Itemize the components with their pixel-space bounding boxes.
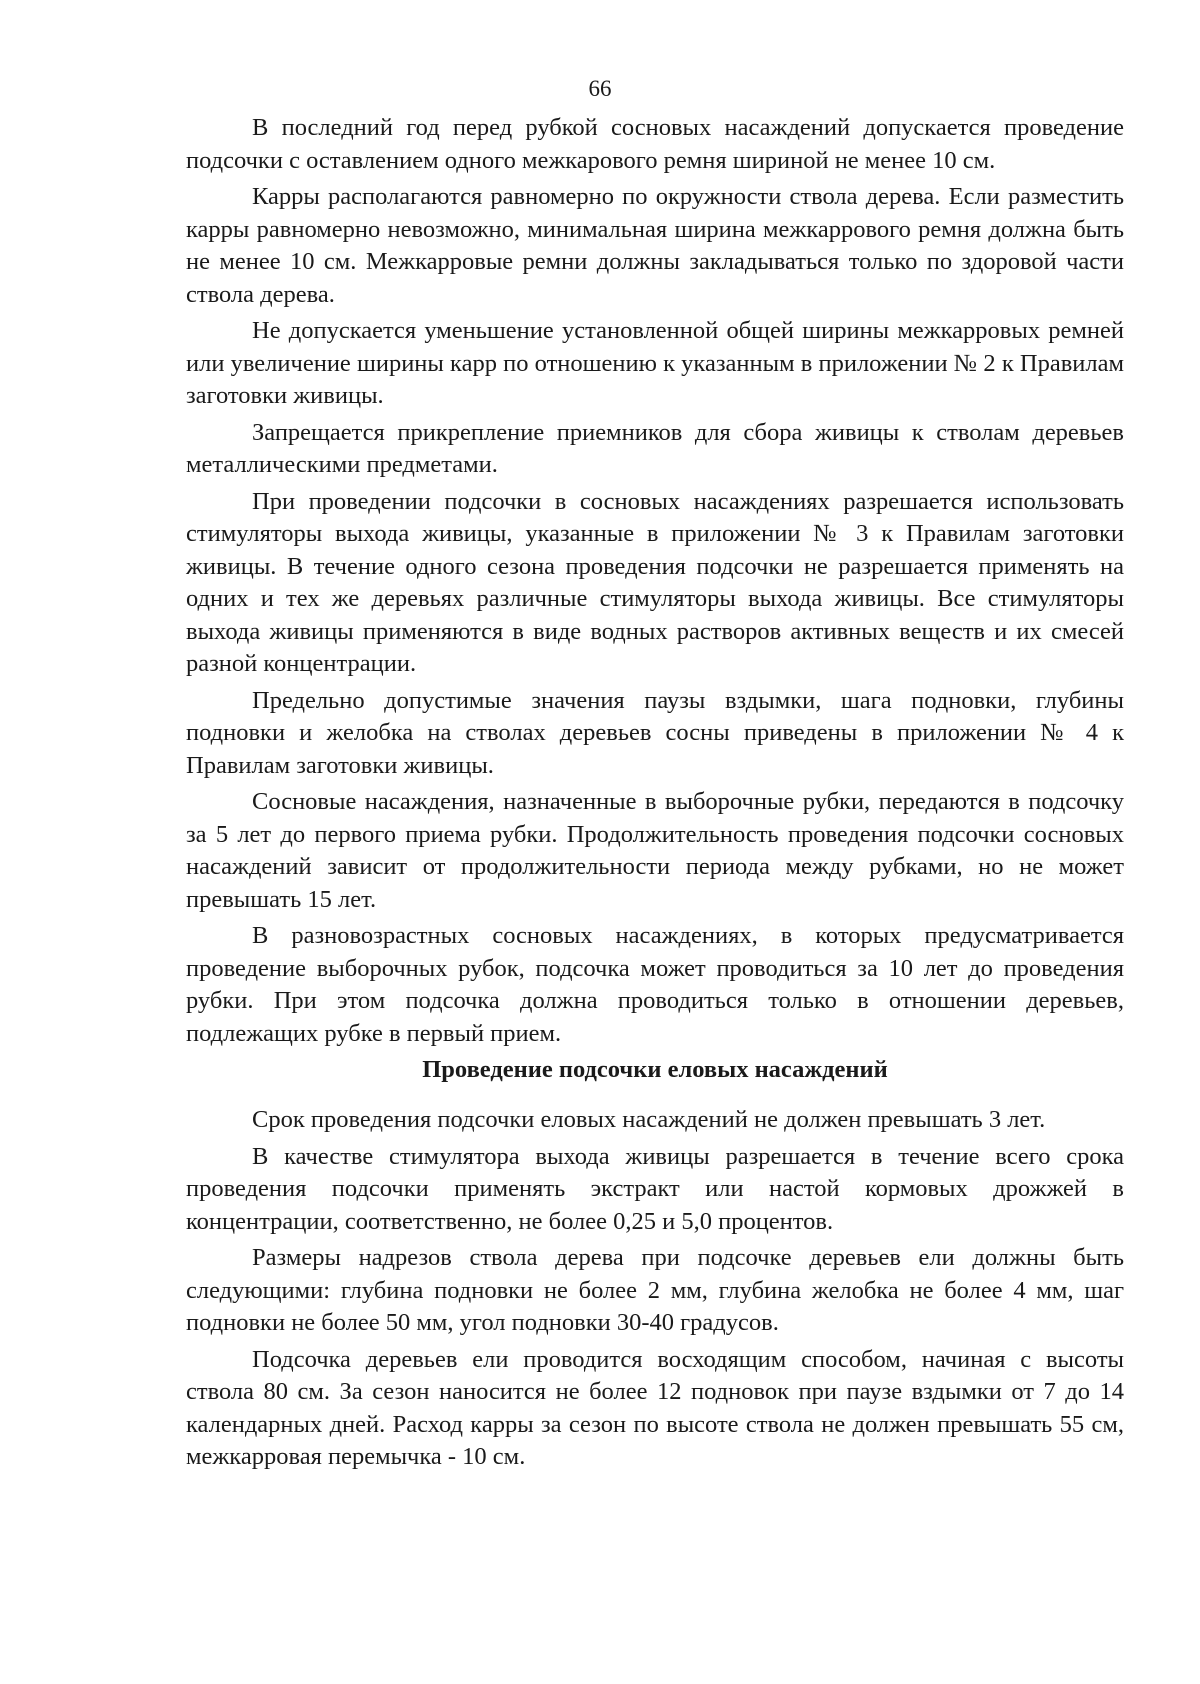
paragraph-receiver-attachment: Запрещается прикрепление приемников для сбора живицы к стволам деревьев металлическими предметами. [186,418,1124,478]
page-number: 66 [588,76,612,101]
paragraph-limit-values: Предельно допустимые значения паузы вздымки, шага подновки, глубины подновки и желобка на стволах деревьев сосны приведены в приложении № 4 к Правилам заготовки живицы. [186,686,1124,779]
paragraph-spruce-stimulator: В качестве стимулятора выхода живицы разрешается в течение всего срока проведения подсочки применять экстракт или настой кормовых дрожжей в концентрации, соответственно, не более 0,25 и 5,0 процентов. [186,1142,1124,1235]
document-body [186,112,1124,1478]
paragraph-selective-felling-transfer: Сосновые насаждения, назначенные в выборочные рубки, передаются в подсочку за 5 лет до первого приема рубки. Продолжительность проведения подсочки сосновых насаждений зависит от продолжительности периода между рубками, но не может превышать 15 лет. [186,788,1124,913]
paragraph-spruce-method: Подсочка деревьев ели проводится восходящим способом, начиная с высоты ствола 80 см. За сезон наносится не более 12 подновок при паузе вздымки от 7 до 14 календарных дней. Расход карры за сезон по высоте ствола не должен превышать 55 см, межкарровая перемычка - 10 см. [186,1345,1124,1470]
paragraph-uneven-aged-stands: В разновозрастных сосновых насаждениях, в которых предусматривается проведение выборочных рубок, подсочка может проводиться за 10 лет до проведения рубки. При этом подсочка должна проводиться только в отношении деревьев, подлежащих рубке в первый прием. [186,922,1124,1047]
paragraph-belt-width-restriction: Не допускается уменьшение установленной общей ширины межкарровых ремней или увеличение ширины карр по отношению к указанным в приложении № 2 к Правилам заготовки живицы. [186,317,1124,409]
paragraph-last-year-before-felling: В последний год перед рубкой сосновых насаждений допускается проведение подсочки с оставлением одного межкарового ремня шириной не менее 10 см. [186,114,1124,174]
paragraph-stimulators: При проведении подсочки в сосновых насаждениях разрешается использовать стимуляторы выхода живицы, указанные в приложении № 3 к Правилам заготовки живицы. В течение одного сезона проведения подсочки не разрешается применять на одних и тех же деревьях различные стимуляторы выхода живицы. Все стимуляторы выхода живицы применяются в виде водных растворов активных веществ и их смесей разной концентрации. [186,487,1124,677]
paragraph-spruce-term: Срок проведения подсочки еловых насаждений не должен превышать 3 лет. [252,1106,1046,1133]
paragraph-spruce-cut-sizes: Размеры надрезов ствола дерева при подсочке деревьев ели должны быть следующими: глубина подновки не более 2 мм, глубина желобка не более 4 мм, шаг подновки не более 50 мм, угол подновки 30-40 градусов. [186,1244,1124,1336]
section-heading-spruce: Проведение подсочки еловых насаждений [422,1056,888,1083]
paragraph-carre-placement: Карры располагаются равномерно по окружности ствола дерева. Если разместить карры равномерно невозможно, минимальная ширина межкаррового ремня должна быть не менее 10 см. Межкарровые ремни должны закладываться только по здоровой части ствола дерева. [186,183,1124,308]
